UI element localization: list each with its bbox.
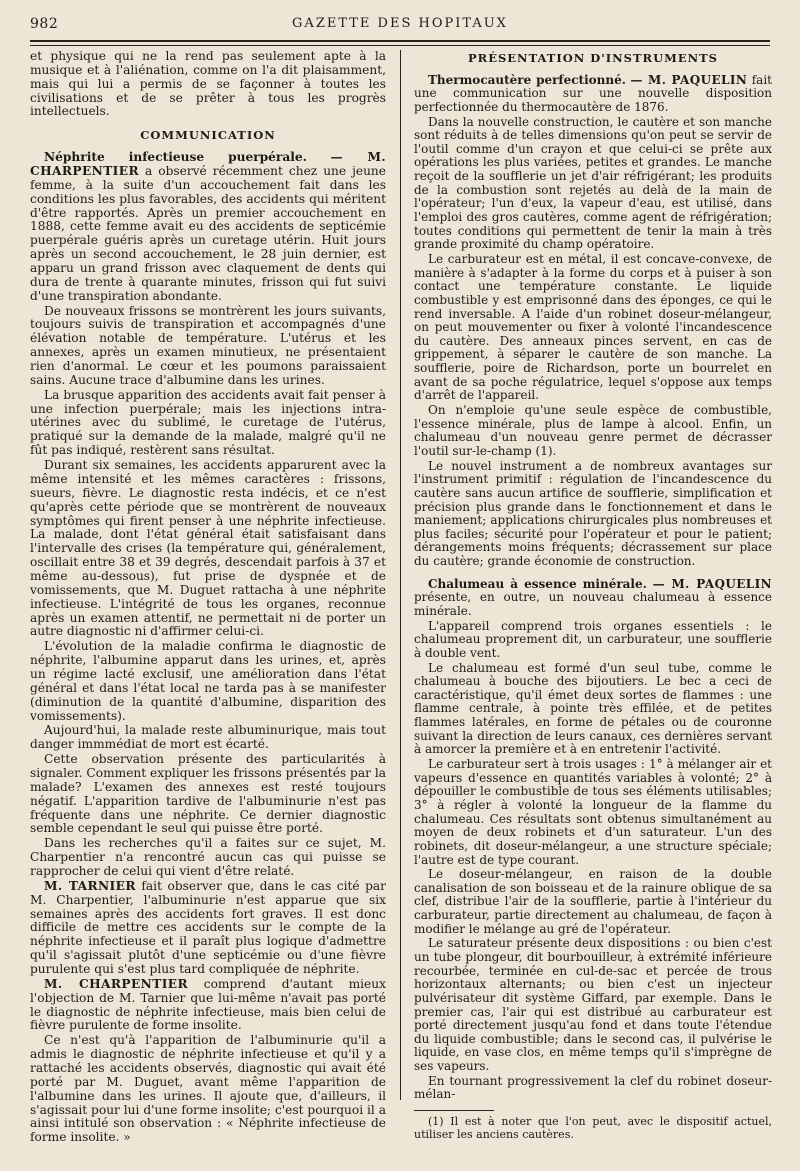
author-name: — M. PAQUELIN bbox=[630, 72, 748, 87]
page-number: 982 bbox=[30, 16, 59, 32]
paragraph: Le nouvel instrument a de nombreux avantages sur l'instrument primitif : régulation de l'incandescence du cautère sans aucun artifice de soufflerie, simplification et précision plus grande dans le fonctionnement et dans le maniement; applications chirurgicales plus nombreuses et plus faciles; sécurité pour l'opérateur et pour le patient; dérangements moins fréquents; décrassement sur place du cautère; grande économie de construction. bbox=[414, 458, 772, 569]
section-title-communication: COMMUNICATION bbox=[140, 128, 276, 143]
footnote-rule bbox=[414, 1110, 494, 1111]
article-text: fait une communication sur une nouvelle disposition perfectionnée du thermocautère de 1876. bbox=[414, 72, 772, 114]
running-title: GAZETTE DES HOPITAUX bbox=[292, 16, 508, 31]
paragraph: Le chalumeau est formé d'un seul tube, comme le chalumeau à bouche des bijoutiers. Le bec a ceci de caractéristique, qu'il émet deux sortes de flammes : une flamme centrale, à pointe très effilée, et de petites flammes latérales, en forme de pétales ou de couronne suivant la direction de leurs canaux, ces dernières servant à amorcer la première et à en entretenir l'activité. bbox=[414, 660, 772, 757]
paragraph: Le carburateur sert à trois usages : 1° à mélanger air et vapeurs d'essence en quantités variables à volonté; 2° à dépouiller le combustible de tous ses éléments utilisables; 3° à régler à volonté la longueur de la flamme du chalumeau. Ces résultats sont obtenus simultanément au moyen de deux robinets et d'un saturateur. L'un des robinets, dit doseur-mélangeur, a une structure spéciale; l'autre est de type courant. bbox=[414, 757, 772, 867]
column-divider bbox=[400, 50, 401, 1100]
paragraph: On n'emploie qu'une seule espèce de combustible, l'essence minérale, plus de lampe à alcool. Enfin, un chalumeau d'un nouveau genre permet de décrasser l'outil sur-le-champ (1). bbox=[414, 403, 772, 458]
paragraph: Dans la nouvelle construction, le cautère et son manche sont réduits à de telles dimensions qu'on peut se servir de l'outil comme d'un crayon et que celui-ci se prête aux opérations les plus variées, petites et grandes. Le manche reçoit de la soufflerie un jet d'air réfrigérant; les produits de la combustion sont rejetés au delà de la main de l'opérateur; l'un d'eux, la vapeur d'eau, est utilisé, dans l'emploi des gros cautères, comme agent de réfrigération; toutes conditions qui permettent de tenir la main à très grande proximité du champ opératoire. bbox=[414, 114, 772, 252]
paragraph: La brusque apparition des accidents avait fait penser à une infection puerpérale; mais les injections intra-utérines avec du sublimé, le curetage de l'utérus, pratiqué sur la demande de la malade, malgré qu'il ne fût pas indiqué, restèrent sans résultat. bbox=[30, 387, 386, 458]
paragraph: et physique qui ne la rend pas seulement apte à la musique et à l'aliénation, comme on l'a dit plaisamment, mais qui lui a permis de se façonner à toutes les civilisations et de se prêter à tous les progrès intellectuels. bbox=[30, 49, 386, 119]
paragraph: Le carburateur est en métal, il est concave-convexe, de manière à s'adapter à la forme du corps et à puiser à son contact une température constante. Le liquide combustible y est emprisonné dans des éponges, ce qui le rend inversable. A l'aide d'un robinet doseur-mélangeur, on peut mouvementer ou fixer à volonté l'incandescence du cautère. Des anneaux pinces servent, en cas de grippement, à séparer le cautère de son manche. La soufflerie, poire de Richardson, porte un bourrelet en avant de sa poche régulatrice, lequel s'oppose aux temps d'arrêt de l'appareil. bbox=[414, 251, 772, 403]
header-rule-thin bbox=[30, 45, 770, 46]
article-title: Chalumeau à essence minérale. bbox=[428, 576, 647, 591]
paragraph-text: comprend d'autant mieux l'objection de M. Tarnier que lui-même n'avait pas porté le diagnostic de néphrite infectieuse, mais bien celui de fièvre purulente de forme insolite. bbox=[30, 976, 386, 1033]
article-text: présente, en outre, un nouveau chalumeau à essence minérale. bbox=[414, 590, 772, 618]
paragraph bbox=[30, 880, 386, 977]
article-title: Thermocautère perfectionné. bbox=[428, 72, 626, 87]
paragraph: En tournant progressivement la clef du robinet doseur-mélan- bbox=[414, 1073, 772, 1102]
article-title: Néphrite infectieuse puerpérale. bbox=[44, 150, 307, 165]
paragraph-text: fait observer que, dans le cas cité par M. Charpentier, l'albuminurie n'est apparue que six semaines après des accidents fort graves. Il est donc difficile de mettre ces accidents sur le compte de la néphrite infectieuse et il paraît plus logique d'admettre qu'il s'agissait plutôt d'une septicémie ou d'une fièvre purulente qui s'est plus tard compliquée de néphrite. bbox=[30, 878, 387, 976]
paragraph bbox=[30, 978, 386, 1033]
header-rule bbox=[30, 40, 770, 42]
speaker-name: M. CHARPENTIER bbox=[44, 976, 189, 991]
article-text: a observé récemment chez une jeune femme, à la suite d'un accouchement fait dans les conditions les plus favorables, des accidents qui méritent d'être rapportés. Après un premier accouchement en 1888, cette femme avait eu des accidents de septicémie puerpérale guéris après un curetage utérin. Huit jours après un second accouchement, le 28 juin dernier, est apparu un grand frisson avec claquement de dents qui dura de trente à quarante minutes, frisson qui fut suivi d'une transpiration abondante. bbox=[30, 164, 386, 303]
paragraph: Aujourd'hui, la malade reste albuminurique, mais tout danger immmédiat de mort est écarté. bbox=[30, 723, 386, 752]
paragraph: De nouveaux frissons se montrèrent les jours suivants, toujours suivis de transpiration et accompagnés d'une élévation notable de température. L'utérus et les annexes, après un examen minutieux, ne présentaient rien d'anormal. Le cœur et les poumons paraissaient sains. Aucune trace d'albumine dans les urines. bbox=[30, 303, 386, 387]
author-name: — M. PAQUELIN bbox=[652, 576, 772, 591]
footnote: (1) Il est à noter que l'on peut, avec le dispositif actuel, utiliser les anciens cautères. bbox=[414, 1115, 772, 1142]
speaker-name: M. TARNIER bbox=[44, 878, 136, 893]
paragraph: Le doseur-mélangeur, en raison de la double canalisation de son boisseau et de la rainure oblique de sa clef, distribue l'air de la soufflerie, partie à l'intérieur du carburateur, partie directement au chalumeau, de façon à modifier le mélange au gré de l'opérateur. bbox=[414, 867, 772, 936]
paragraph: Ce n'est qu'à l'apparition de l'albuminurie qu'il a admis le diagnostic de néphrite infectieuse et qu'il y a rattaché les accidents observés, diagnostic qui avait été porté par M. Duguet, avant même l'apparition de l'albumine dans les urines. Il ajoute que, d'ailleurs, il s'agissait pour lui d'une forme insolite; c'est pourquoi il a ainsi intitulé son observation : « Néphrite infectieuse de forme insolite. » bbox=[30, 1033, 386, 1145]
article-intro bbox=[414, 578, 772, 619]
paragraph: Cette observation présente des particularités à signaler. Comment expliquer les frissons présentés par la malade? L'examen des annexes est resté toujours négatif. L'apparition tardive de l'albuminurie n'est pas fréquente dans une néphrite. Ce dernier diagnostic semble cependant le seul qui puisse être porté. bbox=[30, 752, 386, 836]
left-column bbox=[30, 50, 386, 1146]
paragraph: Le saturateur présente deux dispositions : ou bien c'est un tube plongeur, dit bourbouilleur, à extrémité inférieure recourbée, terminée en cul-de-sac et percée de trous horizontaux alternants; ou bien c'est un injecteur pulvérisateur dit système Giffard, par exemple. Dans le premier cas, l'air qui est distribué au carburateur est porté directement jusqu'au fond et dans toute l'étendue du liquide combustible; dans le second cas, il pulvérise le liquide, en vase clos, en même temps qu'il s'imprègne de ses vapeurs. bbox=[414, 936, 772, 1074]
author-name: — M. CHARPENTIER bbox=[30, 150, 387, 179]
paragraph: L'appareil comprend trois organes essentiels : le chalumeau proprement dit, un carburateur, une soufflerie à double vent. bbox=[414, 618, 772, 660]
right-column bbox=[414, 50, 772, 1142]
section-title-instruments: PRÉSENTATION D'INSTRUMENTS bbox=[468, 51, 718, 65]
paragraph: Dans les recherches qu'il a faites sur ce sujet, M. Charpentier n'a rencontré aucun cas qui puisse se rapprocher de celui qui vient d'être relaté. bbox=[30, 836, 386, 878]
article-intro bbox=[30, 151, 386, 303]
paragraph: L'évolution de la maladie confirma le diagnostic de néphrite, l'albumine apparut dans les urines, et, après un régime lacté exclusif, une amélioration dans l'état général et dans l'état local ne tarda pas à se manifester (diminution de la quantité d'albumine, disparition des vomissements). bbox=[30, 639, 386, 723]
paragraph: Durant six semaines, les accidents apparurent avec la même intensité et les mêmes caractères : frissons, sueurs, fièvre. Le diagnostic resta indécis, et ce n'est qu'après cette période que se montrèrent de nouveaux symptômes qui firent penser à une néphrite infectieuse. La malade, dont l'état général était satisfaisant dans l'intervalle des crises (la température qui, généralement, oscillait entre 38 et 39 degrés, descendait parfois à 37 et même au-dessous), fut prise de dyspnée et de vomissements, que M. Duguet rattacha à une néphrite infectieuse. L'intégrité de tous les organes, reconnue après un examen attentif, ne permettait ni de porter un autre diagnostic ni d'affirmer celui-ci. bbox=[30, 458, 386, 639]
article-intro bbox=[414, 74, 772, 115]
